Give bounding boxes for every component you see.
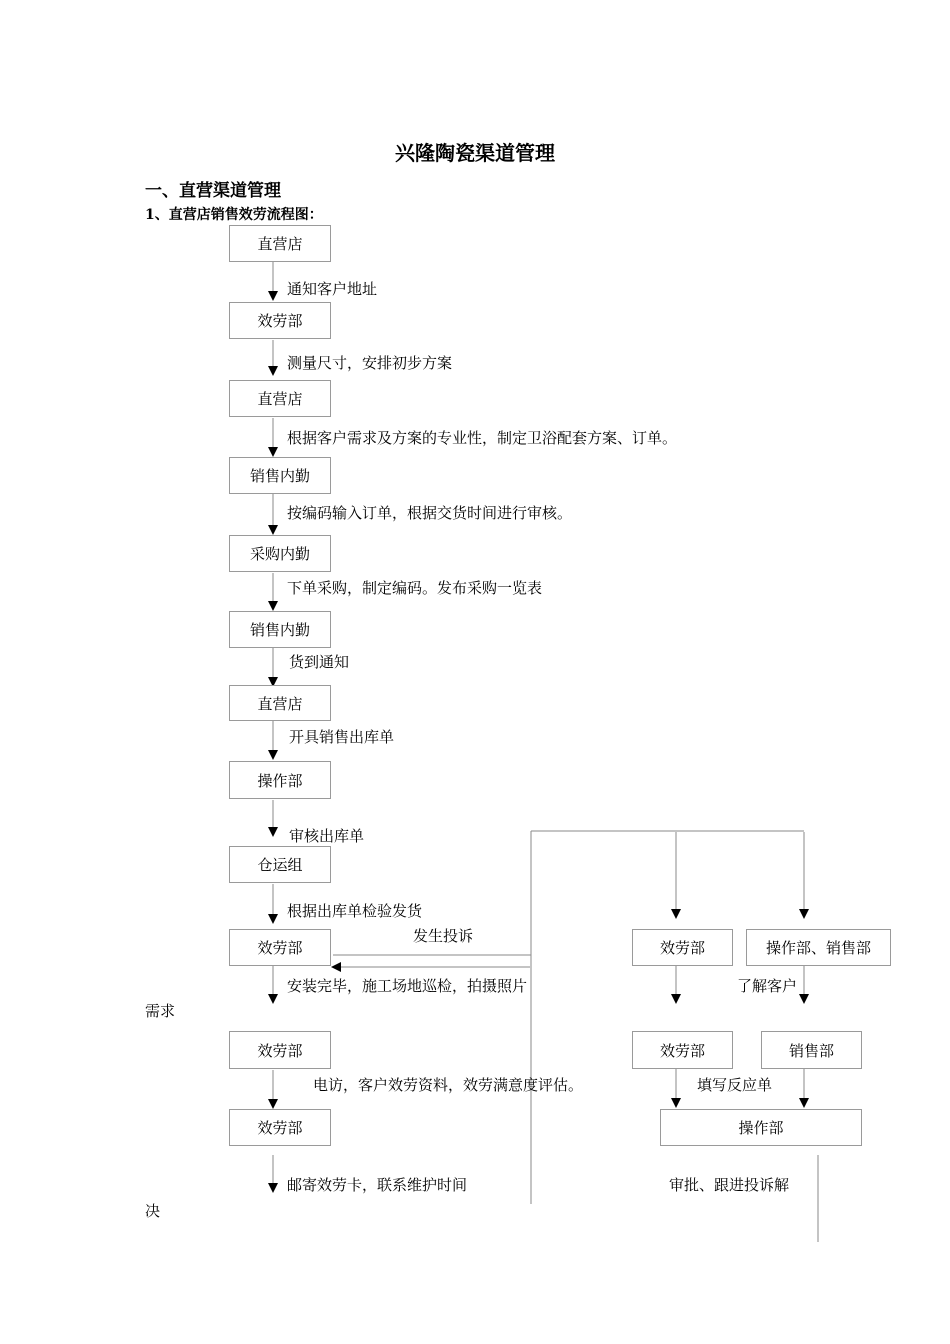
complaint-edge-fill-form: 填写反应单 [697,1076,773,1094]
edge-label-6: 货到通知 [289,653,350,671]
section-heading: 一、直营渠道管理 [145,181,281,201]
node-service-dept-3: 效劳部 [229,1031,331,1069]
edge-label-1: 通知客户地址 [287,280,378,298]
node-service-dept-2: 效劳部 [229,929,331,966]
node-direct-store-3: 直营店 [229,685,331,721]
node-purchase-admin: 采购内勤 [229,535,331,572]
complaint-edge-understand: 了解客户 [737,977,798,995]
page-title: 兴隆陶瓷渠道管理 [395,141,555,165]
edge-label-5: 下单采购，制定编码。发布采购一览表 [287,579,543,597]
node-direct-store-2: 直营店 [229,380,331,417]
node-direct-store-1: 直营店 [229,225,331,262]
edge-label-11: 电访，客户效劳资料，效劳满意度评估。 [313,1076,584,1094]
wrap-text-resolve: 决 [145,1202,161,1220]
node-complaint-sales: 销售部 [761,1031,862,1069]
edge-label-10: 安装完毕，施工场地巡检，拍摄照片 [287,977,528,995]
edge-label-9: 根据出库单检验发货 [287,902,423,920]
node-complaint-service-2: 效劳部 [632,1031,733,1069]
edge-label-12: 邮寄效劳卡，联系维护时间 [287,1176,468,1194]
node-complaint-ops: 操作部 [660,1109,862,1146]
node-service-dept-1: 效劳部 [229,302,331,339]
subsection-heading: 1、直营店销售效劳流程图： [145,207,323,223]
edge-label-3: 根据客户需求及方案的专业性，制定卫浴配套方案、订单。 [287,429,678,447]
node-complaint-ops-sales: 操作部、销售部 [746,929,891,966]
edge-label-8: 审核出库单 [289,827,365,845]
node-sales-admin-2: 销售内勤 [229,611,331,648]
node-operations-dept: 操作部 [229,761,331,799]
wrap-text-needs: 需求 [145,1002,176,1020]
node-complaint-service-1: 效劳部 [632,929,733,966]
node-service-dept-4: 效劳部 [229,1109,331,1146]
node-warehouse-group: 仓运组 [229,846,331,883]
edge-label-2: 测量尺寸，安排初步方案 [287,354,453,372]
complaint-trigger-label: 发生投诉 [413,927,474,945]
edge-label-4: 按编码输入订单，根据交货时间进行审核。 [287,504,573,522]
complaint-edge-approve: 审批、跟进投诉解 [669,1176,790,1194]
edge-label-7: 开具销售出库单 [289,728,395,746]
node-sales-admin-1: 销售内勤 [229,457,331,494]
